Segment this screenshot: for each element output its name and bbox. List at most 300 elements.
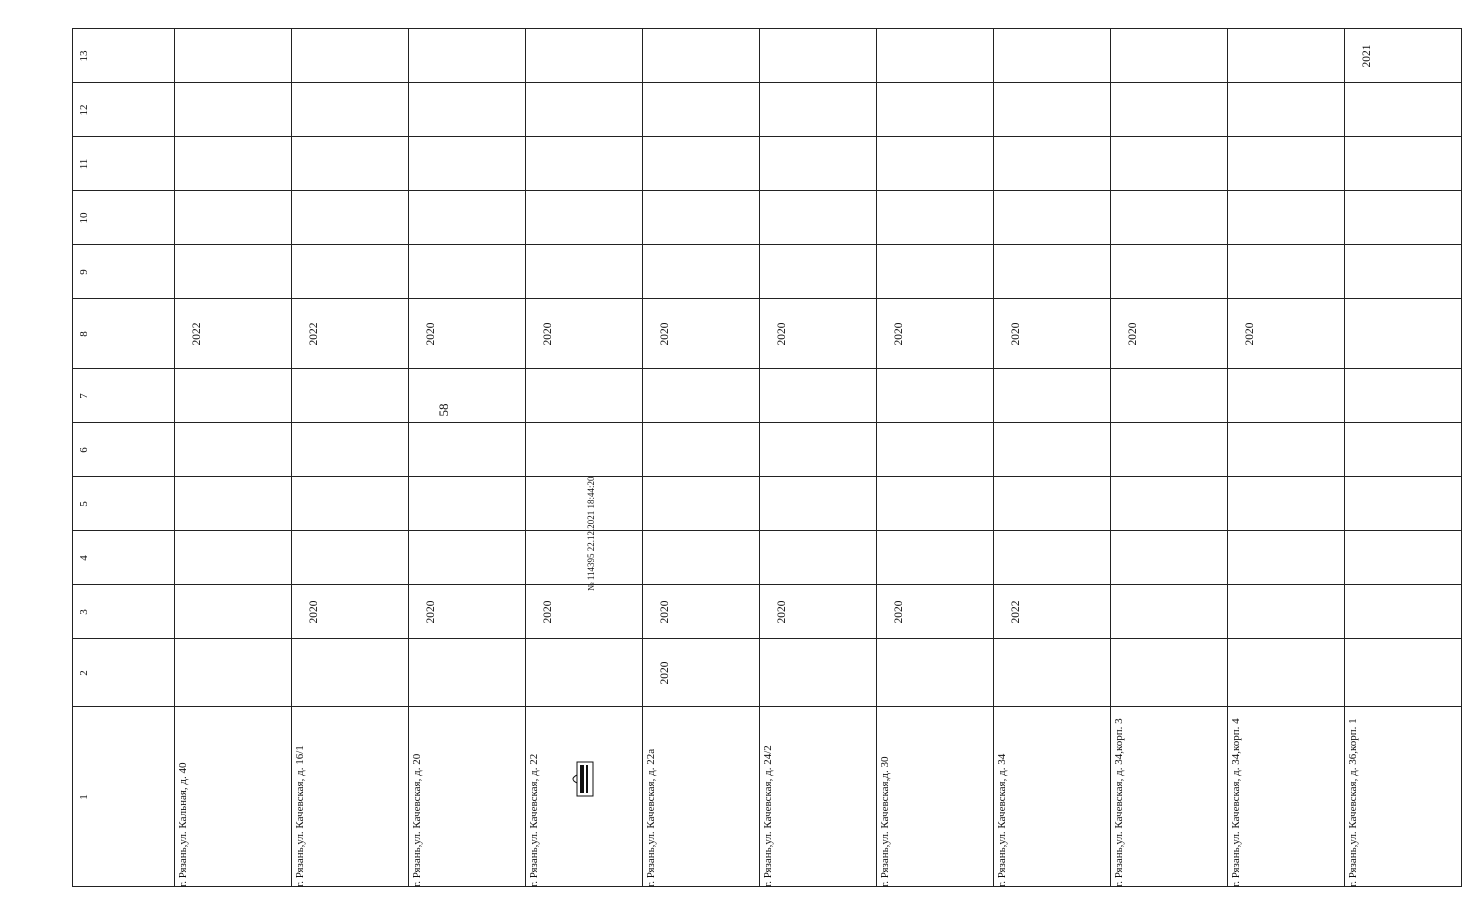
year-text [994,83,1038,137]
year-text [1228,369,1272,423]
value-cell [643,585,760,639]
value-cell [994,531,1111,585]
year-text [1345,191,1389,245]
address-cell [175,707,292,887]
value-cell [292,639,409,707]
address-cell [1228,707,1345,887]
value-cell [1111,531,1228,585]
value-cell [760,83,877,137]
year-text [409,29,453,83]
year-text [292,29,336,83]
table-row [73,137,1462,191]
address-text: г. Рязань, ул. Качевская, д. 24/2 [762,744,774,887]
value-cell [760,299,877,369]
year-text [526,29,570,83]
value-cell [292,531,409,585]
year-text [409,639,453,707]
year-text [1345,585,1389,639]
value-cell [643,83,760,137]
address-text: г. Рязань, ул. Качевская, д. 20 [411,753,423,887]
value-cell [1228,137,1345,191]
value-cell [175,299,292,369]
year-text [175,29,219,83]
value-cell [643,639,760,707]
year-text [1228,585,1272,639]
value-cell [643,191,760,245]
year-text [1345,245,1389,299]
year-text [877,639,921,707]
year-text [1228,137,1272,191]
value-cell [760,137,877,191]
year-text: 2020 [1010,322,1022,345]
year-text [994,245,1038,299]
value-cell [1228,191,1345,245]
value-cell [175,83,292,137]
column-header [73,707,175,887]
value-cell [643,29,760,83]
value-cell [877,29,994,83]
year-text [292,191,336,245]
column-header-label: 10 [78,212,90,223]
year-text: 2021 [1361,44,1373,67]
value-cell [760,639,877,707]
year-text [1345,531,1389,585]
address-text: г. Рязань, ул. Качевская, д. 30 [879,756,891,887]
year-text [994,531,1038,585]
year-text [1345,639,1389,707]
address-cell [643,707,760,887]
value-cell [877,639,994,707]
value-cell [1228,639,1345,707]
value-cell [994,639,1111,707]
value-cell [1228,531,1345,585]
year-text: 2022 [308,322,320,345]
year-text [877,83,921,137]
year-text [409,245,453,299]
year-text [526,191,570,245]
year-text [643,191,687,245]
year-text: 2020 [659,322,671,345]
column-header-label: 6 [78,446,90,453]
year-text: 2020 [542,600,554,623]
column-header [73,29,175,83]
year-text [1345,83,1389,137]
address-text: г. Рязань, ул. Качевская, д. 34, корп. 4 [1230,717,1242,887]
year-text [175,137,219,191]
table-row [73,191,1462,245]
year-text [175,369,219,423]
year-text [1228,477,1272,531]
value-cell [1345,639,1462,707]
value-cell [292,245,409,299]
value-cell [877,477,994,531]
year-text [175,531,219,585]
value-cell [292,191,409,245]
table-row [73,477,1462,531]
year-text [1345,299,1389,369]
value-cell [526,191,643,245]
value-cell [526,639,643,707]
column-header-label: 5 [78,500,90,507]
value-cell [1111,299,1228,369]
column-header [73,137,175,191]
value-cell [292,299,409,369]
year-text [760,83,804,137]
year-text: 2020 [659,600,671,623]
year-text [409,423,453,477]
value-cell [526,83,643,137]
value-cell [1345,245,1462,299]
column-header-label: 4 [78,554,90,561]
year-text [1345,137,1389,191]
value-cell [994,191,1111,245]
year-text [877,191,921,245]
year-text [409,531,453,585]
value-cell [409,29,526,83]
year-text [643,137,687,191]
column-header-label: 1 [78,793,90,800]
year-text [877,369,921,423]
year-text [643,477,687,531]
value-cell [1228,245,1345,299]
year-text: 2020 [1244,322,1256,345]
table-row [73,585,1462,639]
value-cell [643,299,760,369]
value-cell [1345,137,1462,191]
year-text [526,83,570,137]
year-text [526,137,570,191]
value-cell [292,29,409,83]
year-text [877,477,921,531]
year-text: 2020 [308,600,320,623]
column-header [73,531,175,585]
value-cell [526,299,643,369]
value-cell [877,531,994,585]
address-cell [877,707,994,887]
table-row [73,531,1462,585]
column-header [73,585,175,639]
value-cell [1345,423,1462,477]
column-header-label: 8 [78,330,90,337]
value-cell [877,585,994,639]
year-text: 2022 [191,322,203,345]
value-cell [175,191,292,245]
year-text [760,639,804,707]
value-cell [175,531,292,585]
value-cell [409,191,526,245]
year-text [643,531,687,585]
value-cell [1111,137,1228,191]
value-cell [994,299,1111,369]
value-cell [175,423,292,477]
address-cell [409,707,526,887]
value-cell [526,369,643,423]
value-cell [1111,29,1228,83]
value-cell [175,137,292,191]
value-cell [175,639,292,707]
value-cell [409,299,526,369]
year-text [994,137,1038,191]
year-text [292,83,336,137]
year-text [175,585,219,639]
value-cell [526,137,643,191]
value-cell [526,29,643,83]
value-cell [760,531,877,585]
value-cell [292,585,409,639]
value-cell [877,299,994,369]
year-text [1228,83,1272,137]
address-text: г. Рязань, ул. Качевская, д. 36, корп. 1 [1347,717,1359,887]
year-text [526,245,570,299]
year-text [877,531,921,585]
value-cell [643,477,760,531]
year-text [1111,639,1155,707]
year-text [526,477,570,531]
value-cell [292,423,409,477]
column-header [73,299,175,369]
value-cell [994,585,1111,639]
year-text [1228,423,1272,477]
table-row [73,707,1462,887]
value-cell [994,137,1111,191]
year-text [292,423,336,477]
column-header [73,639,175,707]
value-cell [409,639,526,707]
document-stamp: № 114395 22.12.2021 18:44:20 [586,476,596,591]
year-text [1228,29,1272,83]
year-text [175,477,219,531]
value-cell [1345,191,1462,245]
value-cell [994,29,1111,83]
year-text [994,29,1038,83]
address-text: г. Рязань, ул. Качевская, д. 34 [996,753,1008,887]
value-cell [994,83,1111,137]
year-text [175,83,219,137]
value-cell [526,423,643,477]
value-cell [526,585,643,639]
address-text: г. Рязань, ул. Качевская, д. 34, корп. 3 [1113,717,1125,887]
value-cell [292,369,409,423]
year-text: 2022 [1010,600,1022,623]
table-row [73,423,1462,477]
table-row [73,83,1462,137]
year-text [409,191,453,245]
year-text [292,369,336,423]
value-cell [760,423,877,477]
value-cell [1111,191,1228,245]
year-text [409,477,453,531]
year-text [1345,423,1389,477]
address-cell [526,707,643,887]
year-text [175,423,219,477]
value-cell [760,29,877,83]
value-cell [877,423,994,477]
year-text [526,423,570,477]
year-text [994,639,1038,707]
year-text [1111,531,1155,585]
data-table [72,28,1462,887]
year-text [1111,191,1155,245]
value-cell [1111,477,1228,531]
year-text [760,137,804,191]
value-cell [760,477,877,531]
address-text: г. Рязань, ул. Кальная, д. 40 [177,761,189,887]
value-cell [409,423,526,477]
year-text [292,245,336,299]
year-text: 2020 [425,322,437,345]
year-text [760,531,804,585]
value-cell [760,369,877,423]
year-text [1111,423,1155,477]
column-header-label: 12 [78,104,90,115]
value-cell [1228,423,1345,477]
address-cell [292,707,409,887]
value-cell [643,369,760,423]
value-cell [1111,369,1228,423]
value-cell [1345,369,1462,423]
column-header [73,477,175,531]
value-cell [1228,477,1345,531]
column-header-label: 13 [78,50,90,61]
year-text [760,477,804,531]
year-text [1345,477,1389,531]
year-text: 2020 [893,600,905,623]
year-text [760,423,804,477]
value-cell [1345,531,1462,585]
year-text [760,245,804,299]
year-text [643,369,687,423]
column-header-label: 3 [78,608,90,615]
value-cell [292,137,409,191]
address-text: г. Рязань, ул. Качевская, д. 22а [645,748,657,887]
value-cell [1345,477,1462,531]
value-cell [175,245,292,299]
year-text [1111,245,1155,299]
table-row [73,245,1462,299]
year-text [1111,369,1155,423]
value-cell [760,585,877,639]
year-text [292,477,336,531]
value-cell [760,245,877,299]
value-cell [175,369,292,423]
value-cell [409,477,526,531]
value-cell [409,137,526,191]
value-cell [292,83,409,137]
value-cell [877,83,994,137]
column-header [73,191,175,245]
value-cell [1345,29,1462,83]
year-text [409,137,453,191]
year-text [526,531,570,585]
value-cell [1345,83,1462,137]
page-number: 58 [436,403,451,417]
value-cell [1228,585,1345,639]
year-text [877,423,921,477]
table-row [73,369,1462,423]
year-text [526,639,570,707]
value-cell [409,369,526,423]
year-text [1345,369,1389,423]
value-cell [1111,639,1228,707]
year-text [1228,531,1272,585]
year-text [175,639,219,707]
year-text [175,191,219,245]
year-text [643,423,687,477]
year-text [292,137,336,191]
year-text [994,369,1038,423]
value-cell [1345,299,1462,369]
value-cell [1111,585,1228,639]
column-header [73,245,175,299]
address-cell [1111,707,1228,887]
value-cell [994,369,1111,423]
value-cell [877,245,994,299]
year-text [877,245,921,299]
value-cell [526,531,643,585]
year-text: 2020 [659,661,671,684]
address-cell [994,707,1111,887]
year-text: 2020 [893,322,905,345]
value-cell [643,137,760,191]
year-text [409,83,453,137]
value-cell [994,477,1111,531]
year-text [292,531,336,585]
year-text: 2020 [542,322,554,345]
value-cell [526,477,643,531]
value-cell [1345,585,1462,639]
year-text [1111,137,1155,191]
value-cell [760,191,877,245]
year-text [643,245,687,299]
year-text [526,369,570,423]
column-header [73,423,175,477]
value-cell [877,191,994,245]
value-cell [175,585,292,639]
year-text [1111,29,1155,83]
year-text [877,137,921,191]
column-header [73,369,175,423]
year-text [292,639,336,707]
address-cell [760,707,877,887]
value-cell [1111,245,1228,299]
table-row [73,299,1462,369]
value-cell [1228,29,1345,83]
value-cell [994,423,1111,477]
column-header-label: 9 [78,268,90,275]
column-header-label: 7 [78,392,90,399]
year-text [760,191,804,245]
year-text [643,29,687,83]
value-cell [175,477,292,531]
year-text [994,477,1038,531]
value-cell [409,83,526,137]
year-text [994,423,1038,477]
value-cell [643,245,760,299]
value-cell [877,369,994,423]
year-text: 2020 [425,600,437,623]
year-text [760,369,804,423]
value-cell [1228,299,1345,369]
year-text: 2020 [776,322,788,345]
value-cell [175,29,292,83]
value-cell [643,531,760,585]
address-text: г. Рязань, ул. Качевская, д. 22 [528,753,540,887]
value-cell [1228,83,1345,137]
year-text: 2020 [1127,322,1139,345]
column-header [73,83,175,137]
year-text [175,245,219,299]
year-text [994,191,1038,245]
